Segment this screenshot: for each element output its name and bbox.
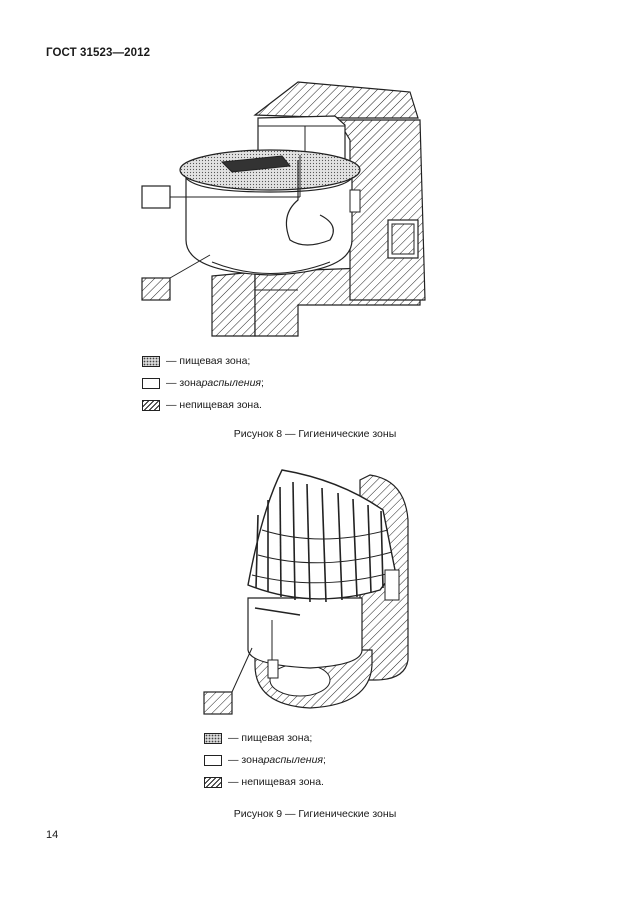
legend-nonfood-zone: — непищевая зона. — [142, 394, 264, 416]
figure-8-caption: Рисунок 8 — Гигиенические зоны — [233, 428, 397, 440]
figure-9-caption: Рисунок 9 — Гигиенические зоны — [233, 808, 397, 820]
spray-zone-swatch-icon — [204, 755, 222, 766]
legend-food-zone: — пищевая зона; — [142, 350, 264, 372]
legend-spray-zone-2: — зона распыления ; — [204, 749, 326, 771]
nonfood-zone-swatch-icon — [142, 400, 160, 411]
nonfood-zone-swatch-icon — [204, 777, 222, 788]
legend-food-zone-2: — пищевая зона; — [204, 727, 326, 749]
legend-spray-zone: — зона распыления ; — [142, 372, 264, 394]
food-zone-swatch-icon — [142, 356, 160, 367]
spray-zone-swatch-icon — [142, 378, 160, 389]
figure-9-illustration — [0, 465, 630, 720]
food-zone-swatch-icon — [204, 733, 222, 744]
figure-9-legend — [204, 727, 326, 793]
figure-8-legend — [142, 350, 264, 416]
page-number: 14 — [46, 829, 59, 841]
legend-nonfood-zone-2: — непищевая зона. — [204, 771, 326, 793]
document-header: ГОСТ 31523—2012 — [46, 47, 151, 59]
figure-8-illustration — [0, 70, 630, 340]
